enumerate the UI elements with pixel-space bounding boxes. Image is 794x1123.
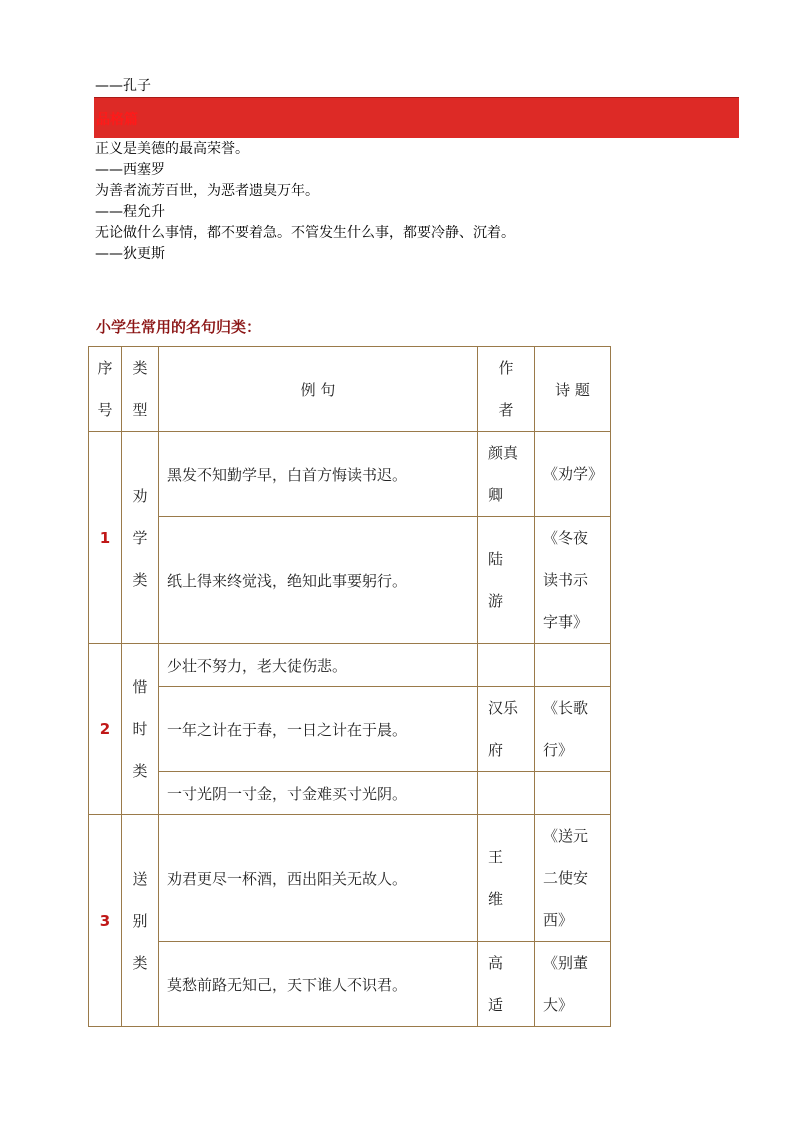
author-cell: 陆 游: [478, 517, 535, 644]
poem-title-cell: 《长歌 行》: [535, 687, 611, 772]
example-sentence: 一寸光阴一寸金，寸金难买寸光阴。: [159, 772, 478, 815]
table-header-row: [89, 347, 611, 432]
author-cell: 高 适: [478, 942, 535, 1027]
table-row: [89, 772, 611, 815]
header-index: 序 号: [89, 347, 122, 432]
group-number: 3: [89, 815, 122, 1027]
header-poem: 诗 题: [535, 347, 611, 432]
table-row: [89, 432, 611, 517]
poem-title-cell: [535, 644, 611, 687]
header-sentence: 例 句: [159, 347, 478, 432]
table-row: [89, 687, 611, 772]
author-cell: [478, 644, 535, 687]
table-title: 小学生常用的名句归类：: [96, 318, 262, 336]
attribution-kongzi: ——孔子: [95, 78, 151, 94]
author-cell: 汉乐 府: [478, 687, 535, 772]
quote-line: 无论做什么事情，都不要着急。不管发生什么事，都要冷静、沉着。: [95, 225, 515, 241]
poem-title-cell: 《别董 大》: [535, 942, 611, 1027]
table-row: [89, 644, 611, 687]
group-number: 2: [89, 644, 122, 815]
example-sentence: 少壮不努力，老大徒伤悲。: [159, 644, 478, 687]
group-type: 惜 时 类: [122, 644, 159, 815]
example-sentence: 劝君更尽一杯酒，西出阳关无故人。: [159, 815, 478, 942]
group-type: 劝 学 类: [122, 432, 159, 644]
example-sentence: 莫愁前路无知己，天下谁人不识君。: [159, 942, 478, 1027]
section-banner: [94, 97, 739, 138]
example-sentence: 一年之计在于春，一日之计在于晨。: [159, 687, 478, 772]
quote-line: 正义是美德的最高荣誉。: [95, 141, 249, 157]
section-banner-title: 品格篇: [96, 112, 138, 128]
poem-title-cell: 《送元 二使安 西》: [535, 815, 611, 942]
table-row: [89, 942, 611, 1027]
poem-title-cell: [535, 772, 611, 815]
quote-line: 为善者流芳百世，为恶者遗臭万年。: [95, 183, 319, 199]
quote-classification-table: [88, 346, 611, 1027]
attribution-line: ——西塞罗: [95, 162, 165, 178]
author-cell: [478, 772, 535, 815]
poem-title-cell: 《劝学》: [535, 432, 611, 517]
poem-title-cell: 《冬夜 读书示 字事》: [535, 517, 611, 644]
table-row: [89, 815, 611, 942]
header-type: 类 型: [122, 347, 159, 432]
group-number: 1: [89, 432, 122, 644]
author-cell: 王 维: [478, 815, 535, 942]
attribution-line: ——程允升: [95, 204, 165, 220]
group-type: 送 别 类: [122, 815, 159, 1027]
table-row: [89, 517, 611, 644]
example-sentence: 黑发不知勤学早，白首方悔读书迟。: [159, 432, 478, 517]
author-cell: 颜真 卿: [478, 432, 535, 517]
example-sentence: 纸上得来终觉浅，绝知此事要躬行。: [159, 517, 478, 644]
header-author: 作 者: [478, 347, 535, 432]
attribution-line: ——狄更斯: [95, 246, 165, 262]
